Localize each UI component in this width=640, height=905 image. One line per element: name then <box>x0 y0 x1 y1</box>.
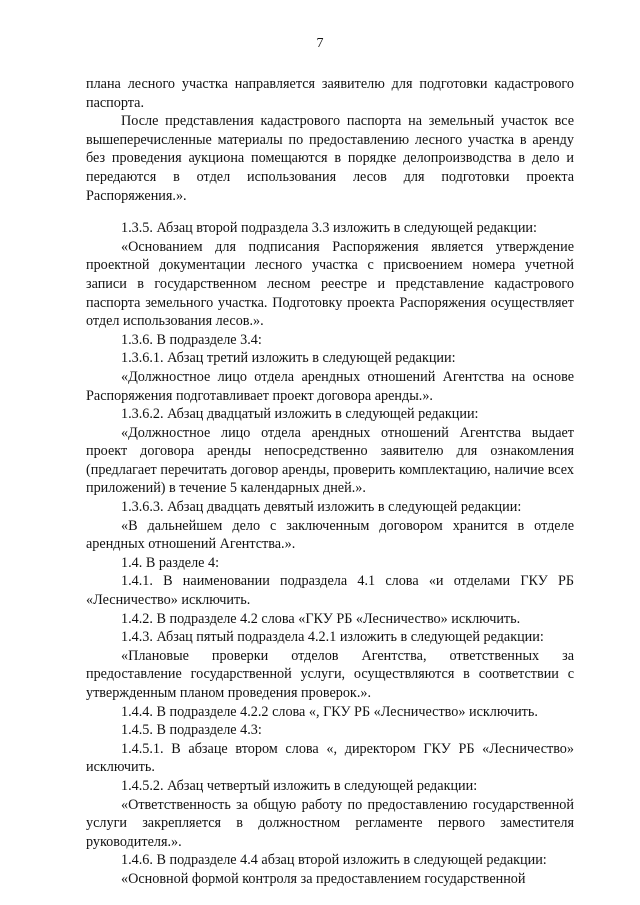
paragraph: «Основной формой контроля за предоставлением государственной <box>121 870 526 887</box>
paragraph: плана лесного участка направляется заявителю для подготовки кадастрового паспорта. <box>86 76 574 111</box>
paragraph: 1.4.5.1. В абзаце втором слова «, директором ГКУ РБ «Лесничество» исключить. <box>86 740 574 776</box>
paragraph: 1.4.2. В подразделе 4.2 слова «ГКУ РБ «Лесничество» исключить. <box>121 610 521 627</box>
paragraph: «Должностное лицо отдела арендных отношений Агентства на основе Распоряжения подготавливает проект договора аренды.». <box>86 368 574 404</box>
paragraph: 1.3.6.2. Абзац двадцатый изложить в следующей редакции: <box>121 406 479 423</box>
paragraph: «Основанием для подписания Распоряжения является утверждение проектной документации лесного участка с присвоением номера учетной записи в государственном лесном реестре и представление кадастрового паспорта земельного участка. Подготовку проекта Распоряжения осуществляет отдел использования лесов.». <box>86 238 574 330</box>
paragraph: 1.3.6.1. Абзац третий изложить в следующей редакции: <box>121 350 456 367</box>
paragraph: 1.4.3. Абзац пятый подраздела 4.2.1 изложить в следующей редакции: <box>121 629 544 646</box>
paragraph: 1.3.5. Абзац второй подраздела 3.3 изложить в следующей редакции: <box>121 220 537 237</box>
paragraph: После представления кадастрового паспорта на земельный участок все вышеперечисленные материалы по предоставлению лесного участка в аренду без проведения аукциона помещаются в порядке делопроизводства в дело и передаются в отдел использования лесов для подготовки проекта Распоряжения.». <box>86 113 574 204</box>
paragraph: 1.4. В разделе 4: <box>121 554 220 571</box>
paragraph: 1.3.6.3. Абзац двадцать девятый изложить в следующей редакции: <box>121 499 522 516</box>
paragraph: 1.4.4. В подразделе 4.2.2 слова «, ГКУ РБ «Лесничество» исключить. <box>121 703 538 720</box>
paragraph: 1.4.6. В подразделе 4.4 абзац второй изложить в следующей редакции: <box>121 852 547 869</box>
paragraph: 1.4.5. В подразделе 4.3: <box>121 722 262 739</box>
paragraph: «Плановые проверки отделов Агентства, ответственных за предоставление государственной услуги, осуществляются в соответствии с утвержденным планом проведения проверок.». <box>86 647 574 701</box>
paragraph: «Должностное лицо отдела арендных отношений Агентства выдает проект договора аренды непосредственно заявителю для ознакомления (предлагает перечитать договор аренды, проверить комплектацию, наличие всех приложений) в течение 5 календарных дней.». <box>86 424 574 497</box>
paragraph: «В дальнейшем дело с заключенным договором хранится в отделе арендных отношений Агентства.». <box>86 517 574 553</box>
document-body <box>86 75 574 889</box>
paragraph: 1.4.5.2. Абзац четвертый изложить в следующей редакции: <box>121 777 478 794</box>
page-number: 7 <box>316 36 324 51</box>
paragraph: 1.4.1. В наименовании подраздела 4.1 слова «и отделами ГКУ РБ «Лесничество» исключить. <box>86 573 574 609</box>
paragraph: «Ответственность за общую работу по предоставлению государственной услуги закрепляется в должностном регламенте первого заместителя руководителя.». <box>86 796 574 850</box>
paragraph: 1.3.6. В подразделе 3.4: <box>121 331 262 348</box>
